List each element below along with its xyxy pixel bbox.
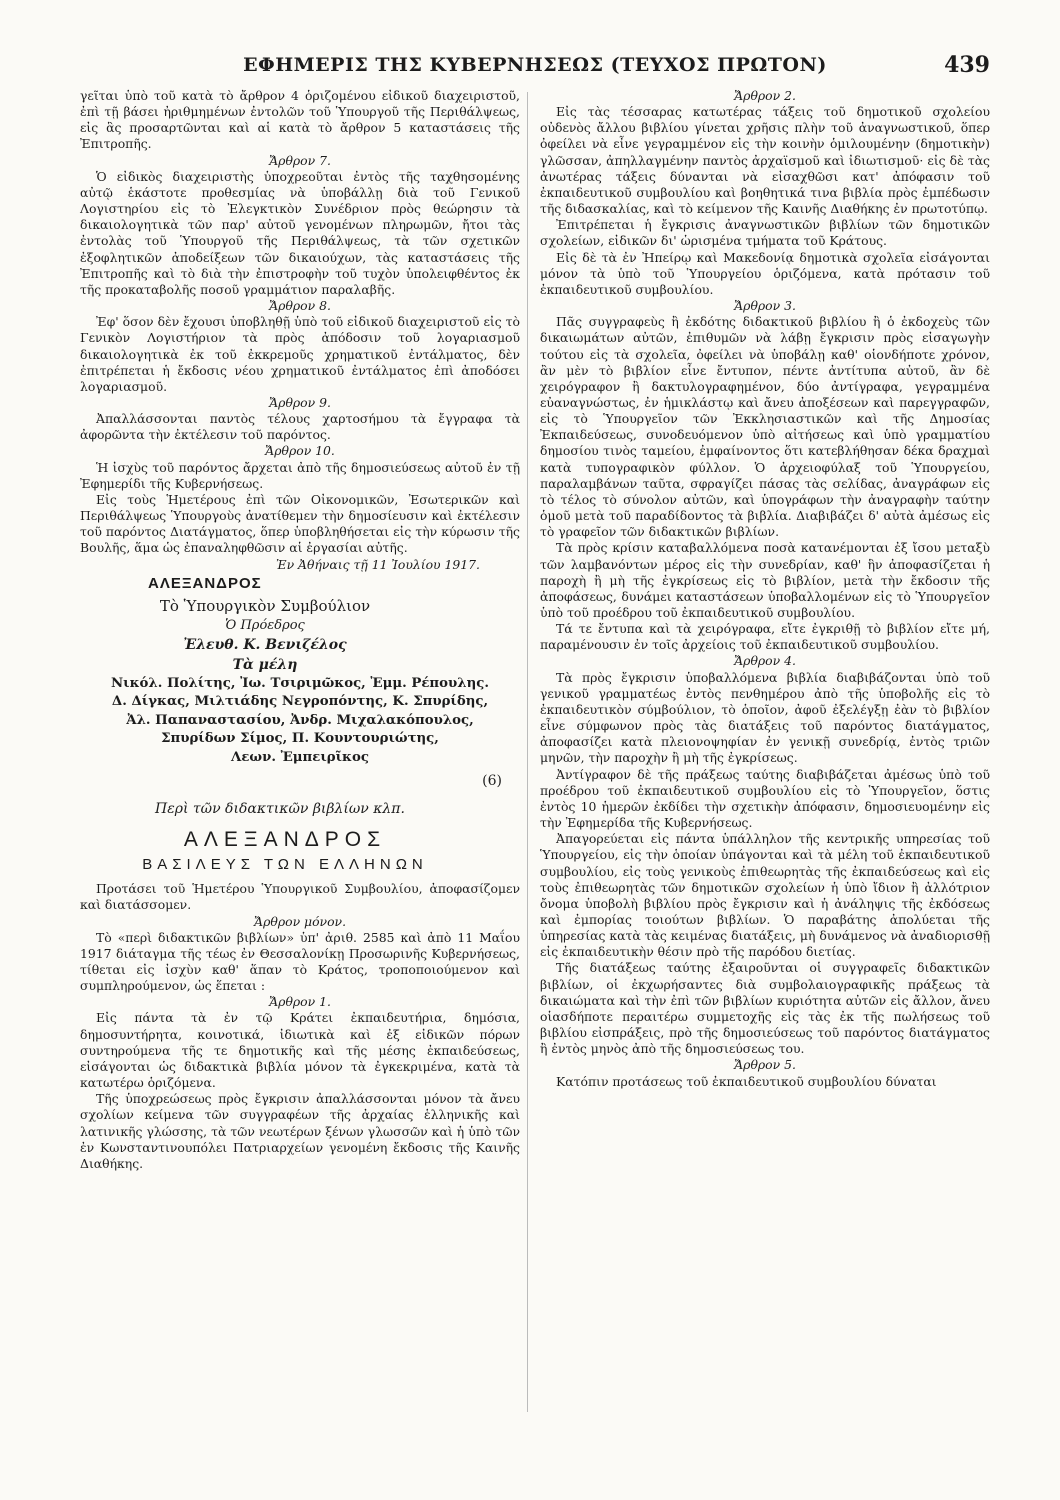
article-heading: Ἄρθρον 2.: [734, 88, 796, 103]
king-signature: ΑΛΕΞΑΝΔΡΟΣ: [148, 574, 262, 592]
paragraph: Ἀντίγραφον δὲ τῆς πράξεως ταύτης διαβιβάζεται ἀμέσως ὑπὸ τοῦ προέδρου τοῦ ἐκπαιδευτικοῦ συμβουλίου εἰς τὸ Ὑπουργεῖον, ὅστις ἐντὸς 10 ἡμερῶν ἐκδίδει τὴν σχετικὴν ἀπόφασιν, δημοσιευομένην εἰς τὴν Ἐφημερίδα τῆς Κυβερνήσεως.: [540, 766, 990, 831]
council-heading: Τὸ Ὑπουργικὸν Συμβούλιον: [159, 596, 371, 615]
decree-date: Ἐν Ἀθήναις τῇ 11 Ἰουλίου 1917.: [276, 556, 480, 572]
article-heading: Ἄρθρον 4.: [734, 653, 796, 669]
paragraph: Τῆς διατάξεως ταύτης ἐξαιροῦνται οἱ συγγραφεῖς διδακτικῶν βιβλίων, οἱ ἐκχωρήσαντες διὰ συμβολαιογραφικῆς πράξεως τὰ δικαιώματα καὶ τὴν ἐπὶ τῶν βιβλίων κυριότητα αὐτῶν εἰς ἄλλον, ἄνευ οἱασδήποτε περαιτέρω συμμετοχῆς εἰς τὰς ἐκ τῆς πωλήσεως τοῦ βιβλίου εἰσπράξεις, πρὸ τῆς δημοσιεύσεως τοῦ παρόντος διατάγματος ἢ ἐντὸς μηνὸς ἀπὸ τῆς δημοσιεύσεως του.: [540, 960, 990, 1057]
page-number: 439: [944, 52, 990, 78]
member-line: Λεων. Ἐμπειρῖκος: [231, 749, 369, 765]
article-heading: Ἄρθρον 1.: [269, 994, 331, 1010]
column-divider: [527, 92, 528, 1412]
king-subheading: ΒΑΣΙΛΕΥΣ ΤΩΝ ΕΛΛΗΝΩΝ: [142, 856, 428, 874]
president-name: Ἐλευθ. Κ. Βενιζέλος: [183, 636, 347, 653]
paragraph: Κατόπιν προτάσεως τοῦ ἐκπαιδευτικοῦ συμβουλίου δύναται: [556, 1073, 937, 1089]
paragraph: γεῖται ὑπὸ τοῦ κατὰ τὸ ἄρθρον 4 ὁριζομένου εἰδικοῦ διαχειριστοῦ, ἐπὶ τῇ βάσει ἠριθμημένων ἐντολῶν τοῦ Ὑπουργοῦ τῆς Περιθάλψεως, εἰς ἃς προσαρτῶνται καὶ αἱ κατὰ τὸ ἄρθρον 5 καταστάσεις τῆς Ἐπιτροπῆς.: [80, 88, 520, 152]
article-heading: Ἄρθρον 8.: [269, 298, 331, 314]
paragraph: Προτάσει τοῦ Ἡμετέρου Ὑπουργικοῦ Συμβουλίου, ἀποφασίζομεν καὶ διατάσσομεν.: [80, 881, 520, 913]
section-number-row: [80, 773, 520, 797]
king-heading: ΑΛΕΞΑΝΔΡΟΣ: [183, 828, 387, 852]
paragraph: Ἀπαλλάσσονται παντὸς τέλους χαρτοσήμου τὰ ἔγγραφα τὰ ἀφορῶντα τὴν ἐκτέλεσιν τοῦ παρόντος.: [80, 411, 520, 443]
paragraph: Εἰς τὰς τέσσαρας κατωτέρας τάξεις τοῦ δημοτικοῦ σχολείου οὐδενὸς ἄλλου βιβλίου γίνεται χρῆσις πλὴν τοῦ ἀναγνωστικοῦ, ὅπερ ὀφείλει νὰ εἶνε γεγραμμένον εἰς τὴν κοινὴν ὁμιλουμένην (δημοτικὴν) γλῶσσαν, ἀπηλλαγμένην παντὸς ἀρχαϊσμοῦ καὶ ἰδιωτισμοῦ· εἰς δὲ τὰς ἀνωτέρας τάξεις δύνανται νὰ εἰσαχθῶσι κατ' ἀπόφασιν τοῦ ἐκπαιδευτικοῦ συμβουλίου καὶ βοηθητικά τινα βιβλία πρὸς ἐμπέδωσιν τῆς διδασκαλίας, καὶ τὸ κείμενον τῆς Καινῆς Διαθήκης ἐν πρωτοτύπῳ.: [540, 104, 990, 217]
article-heading: Ἄρθρον 9.: [269, 394, 331, 410]
members-label: Τὰ μέλη: [232, 656, 298, 673]
right-column: [540, 88, 990, 1090]
paragraph: Τὰ πρὸς κρίσιν καταβαλλόμενα ποσὰ κατανέμονται ἐξ ἴσου μεταξὺ τῶν λαμβανόντων μέρος εἰς τὴν συνεδρίαν, καθ' ἣν ἀποφασίζεται ἡ παροχὴ ἢ μὴ τῆς ἐγκρίσεως εἰς τὸ βιβλίον, μετὰ τὴν ἔκδοσιν τῆς ἀποφάσεως, δυνάμει καταστάσεων ὑποβαλλομένων εἰς τὸ Ὑπουργεῖον ὑπὸ τοῦ προέδρου τοῦ ἐκπαιδευτικοῦ συμβουλίου.: [540, 540, 990, 620]
paragraph: Πᾶς συγγραφεὺς ἢ ἐκδότης διδακτικοῦ βιβλίου ἢ ὁ ἐκδοχεὺς τῶν δικαιωμάτων αὐτῶν, ἐπιθυμῶν νὰ λάβῃ ἔγκρισιν πρὸς εἰσαγωγὴν τούτου εἰς τὰ σχολεῖα, ὀφείλει νὰ ὑποβάλῃ καθ' οἱονδήποτε χρόνον, ἂν μὲν τὸ βιβλίον εἶνε ἔντυπον, πέντε ἀντίτυπα αὐτοῦ, ἂν δὲ χειρόγραφον ἢ δακτυλογραφημένον, δύο ἀντίγραφα, γεγραμμένα εὐαναγνώστως, ἐν ἡμικλάστῳ καὶ ἄνευ ἀποξέσεων καὶ παρεγγραφῶν, εἰς τὸ Ὑπουργεῖον τῶν Ἐκκλησιαστικῶν καὶ τῆς Δημοσίας Ἐκπαιδεύσεως, συνοδευόμενον ὑπὸ αἰτήσεως καὶ ὑπὸ γραμματίου δημοσίου τινὸς ταμείου, ἐμφαίνοντος ὅτι κατεβλήθησαν δέκα δραχμαὶ κατὰ τυπογραφικὸν φύλλον. Ὁ ἀρχειοφύλαξ τοῦ Ὑπουργείου, παραλαμβάνων ταῦτα, σφραγίζει πάσας τὰς σελίδας, ἀναγράφων εἰς τὸ τέλος τὸ σύνολον αὐτῶν, καὶ ὑπογράφων τὴν ἀναγραφὴν ταύτην ὁμοῦ μετὰ τοῦ παραδίδοντος τὰ βιβλία. Διαβιβάζει δ' αὐτὰ ἀμέσως εἰς τὸ γραφεῖον τῶν διδακτικῶν βιβλίων.: [540, 314, 990, 540]
gazette-title: ΕΦΗΜΕΡΙΣ ΤΗΣ ΚΥΒΕΡΝΗΣΕΩΣ (ΤΕΥΧΟΣ ΠΡΩΤΟΝ): [243, 54, 827, 76]
paragraph: Τὸ «περὶ διδακτικῶν βιβλίων» ὑπ' ἀριθ. 2585 καὶ ἀπὸ 11 Μαΐου 1917 διάταγμα τῆς τέως ἐν Θεσσαλονίκῃ Προσωρινῆς Κυβερνήσεως, τίθεται εἰς ἰσχὺν καθ' ἅπαν τὸ Κράτος, τροποποιούμενον καὶ συμπληρούμενον, ὡς ἕπεται :: [80, 929, 520, 994]
paragraph: Εἰς τοὺς Ἡμετέρους ἐπὶ τῶν Οἰκονομικῶν, Ἐσωτερικῶν καὶ Περιθάλψεως Ὑπουργοὺς ἀνατίθεμεν τὴν δημοσίευσιν καὶ ἐκτέλεσιν τοῦ παρόντος Διατάγματος, ὅπερ ὑποβληθήσεται εἰς τὴν κύρωσιν τῆς Βουλῆς, ἅμα ὡς ἐπαναληφθῶσιν αἱ ἐργασίαι αὐτῆς.: [80, 491, 520, 556]
member-line: Ἀλ. Παπαναστασίου, Ἀνδρ. Μιχαλακόπουλος,: [126, 712, 474, 728]
member-line: Δ. Δίγκας, Μιλτιάδης Νεγροπόντης, Κ. Σπυρίδης,: [111, 694, 489, 710]
member-line: Σπυρίδων Σίμος, Π. Κουντουριώτης,: [161, 731, 439, 747]
paragraph: Ἐφ' ὅσον δὲν ἔχουσι ὑποβληθῇ ὑπὸ τοῦ εἰδικοῦ διαχειριστοῦ εἰς τὸ Γενικὸν Λογιστήριον τὰ πρὸς ἀπόδοσιν τοῦ λογαριασμοῦ δικαιολογητικὰ ἐκ τοῦ ἐκκρεμοῦς χρηματικοῦ ἐντάλματος, δὲν ἐπιτρέπεται ἡ ἔκδοσις νέου χρηματικοῦ ἐντάλματος ἐπὶ ἀποδόσει λογαριασμοῦ.: [80, 314, 520, 394]
paragraph: Ἡ ἰσχὺς τοῦ παρόντος ἄρχεται ἀπὸ τῆς δημοσιεύσεως αὐτοῦ ἐν τῇ Ἐφημερίδι τῆς Κυβερνήσεως.: [80, 459, 520, 491]
section-number: (6): [482, 773, 502, 790]
article-heading: Ἄρθρον 7.: [269, 152, 331, 168]
page-header: [80, 44, 990, 84]
article-heading: Ἄρθρον 3.: [734, 298, 796, 314]
paragraph: Εἰς δὲ τὰ ἐν Ἠπείρῳ καὶ Μακεδονίᾳ δημοτικὰ σχολεῖα εἰσάγονται μόνον τὰ ὑπὸ τοῦ Ὑπουργείου ὁριζόμενα, κατὰ πρότασιν τοῦ ἐκπαιδευτικοῦ συμβουλίου.: [540, 249, 990, 297]
paragraph: Εἰς πάντα τὰ ἐν τῷ Κράτει ἐκπαιδευτήρια, δημόσια, δημοσυντήρητα, κοινοτικά, ἰδιωτικὰ καὶ ἐξ εἰδικῶν πόρων συντηρούμενα τῆς τε δημοτικῆς καὶ τῆς μέσης ἐκπαιδεύσεως, εἰσάγονται ὡς διδακτικὰ βιβλία μόνον τὰ ἐγκεκριμένα, κατὰ τὰ κατωτέρω ὁριζόμενα.: [80, 1010, 520, 1091]
article-heading: Ἄρθρον 10.: [265, 443, 335, 459]
article-heading: Ἄρθρον 5.: [734, 1057, 796, 1073]
paragraph: Ἐπιτρέπεται ἡ ἔγκρισις ἀναγνωστικῶν βιβλίων τῶν δημοτικῶν σχολείων, εἰδικῶν δι' ὡρισμένα τμήματα τοῦ Κράτους.: [540, 217, 990, 249]
section-title: Περὶ τῶν διδακτικῶν βιβλίων κλπ.: [155, 801, 405, 818]
president-label: Ὁ Πρόεδρος: [225, 617, 305, 633]
paragraph: Τῆς ὑποχρεώσεως πρὸς ἔγκρισιν ἀπαλλάσσονται μόνον τὰ ἄνευ σχολίων κείμενα τῶν συγγραφέων τῆς ἀρχαίας ἑλληνικῆς καὶ λατινικῆς γλώσσης, τὰ τῶν νεωτέρων ξένων γλωσσῶν καὶ ἡ ὑπὸ τῶν ἐν Κωνσταντινουπόλει Πατριαρχείων γενομένη ἔκδοσις τῆς Καινῆς Διαθήκης.: [80, 1091, 520, 1171]
paragraph: Ὁ εἰδικὸς διαχειριστὴς ὑποχρεοῦται ἐντὸς τῆς ταχθησομένης αὐτῷ ἑκάστοτε προθεσμίας νὰ ὑποβάλλῃ διὰ τοῦ Γενικοῦ Λογιστηρίου εἰς τὸ Ἐλεγκτικὸν Συνέδριον πρὸς θεώρησιν τὰ δικαιολογητικὰ τῶν παρ' αὐτοῦ γενομένων πληρωμῶν, ἤτοι τὰς ἐντολὰς τοῦ Ὑπουργοῦ τῆς Περιθάλψεως, τὰ τῶν σχετικῶν ἐξοφλητικῶν ἀποδείξεων τῶν δικαιούχων, τὰς καταστάσεις τῆς Ἐπιτροπῆς καὶ τὸ διὰ τὴν ἐπιστροφὴν τοῦ τυχὸν ὑπολειφθέντος ἐκ τῆς προκαταβολῆς ποσοῦ γραμμάτιον παραλαβῆς.: [80, 168, 520, 297]
paragraph: Τὰ πρὸς ἔγκρισιν ὑποβαλλόμενα βιβλία διαβιβάζονται ὑπὸ τοῦ γενικοῦ γραμματέως ἐντὸς πενθημέρου ἀπὸ τῆς ὑποβολῆς εἰς τὸ ἐκπαιδευτικὸν σύμβούλιον, τὸ ὁποῖον, ἀφοῦ ἐξελέγξῃ ἐὰν τὸ βιβλίον εἶνε σύμφωνον πρὸς τὰς διατάξεις τοῦ παρόντος διατάγματος, ἀποφασίζει κατὰ πλειονοψηφίαν ἐν γενικῇ συνεδρίᾳ, ἐντὸς τριῶν μηνῶν, τὴν παροχὴν ἢ μὴ τῆς ἐγκρίσεως.: [540, 669, 990, 766]
left-column: [80, 88, 520, 1172]
article-heading: Ἄρθρον μόνον.: [253, 913, 347, 929]
paragraph: Τά τε ἔντυπα καὶ τὰ χειρόγραφα, εἴτε ἐγκριθῇ τὸ βιβλίον εἴτε μή, παραμένουσιν ἐν τοῖς ἀρχείοις τοῦ ἐκπαιδευτικοῦ συμβουλίου.: [540, 621, 990, 653]
member-line: Νικόλ. Πολίτης, Ἰω. Τσιριμῶκος, Ἐμμ. Ρέπουλης.: [111, 675, 489, 691]
paragraph: Ἀπαγορεύεται εἰς πάντα ὑπάλληλον τῆς κεντρικῆς υπηρεσίας τοῦ Ὑπουργείου, εἰς τὴν ὁποίαν ὑπάγονται καὶ τὰ μέλη τοῦ ἐκπαιδευτικοῦ συμβουλίου, εἰς τοὺς γενικοὺς ἐπιθεωρητὰς τῆς ἐκπαιδεύσεως καὶ εἰς τοὺς ἐπιθεωρητὰς τῶν δημοτικῶν σχολείων ἡ ὑπὸ ἴδιον ἢ ἀλλότριον ὄνομα ὑποβολὴ βιβλίου πρὸς ἔγκρισιν καὶ ἡ ἀνάληψις τῆς ἐκδόσεως καὶ ἐμπορίας τοιούτων βιβλίων. Ὁ παραβάτης ἀπολύεται τῆς ὑπηρεσίας κατὰ τὰς κειμένας διατάξεις, μὴ δυνάμενος νὰ ἀναδιορισθῇ εἰς ἐκπαιδευτικὴν θέσιν πρὸ τῆς παρόδου διετίας.: [540, 831, 990, 960]
